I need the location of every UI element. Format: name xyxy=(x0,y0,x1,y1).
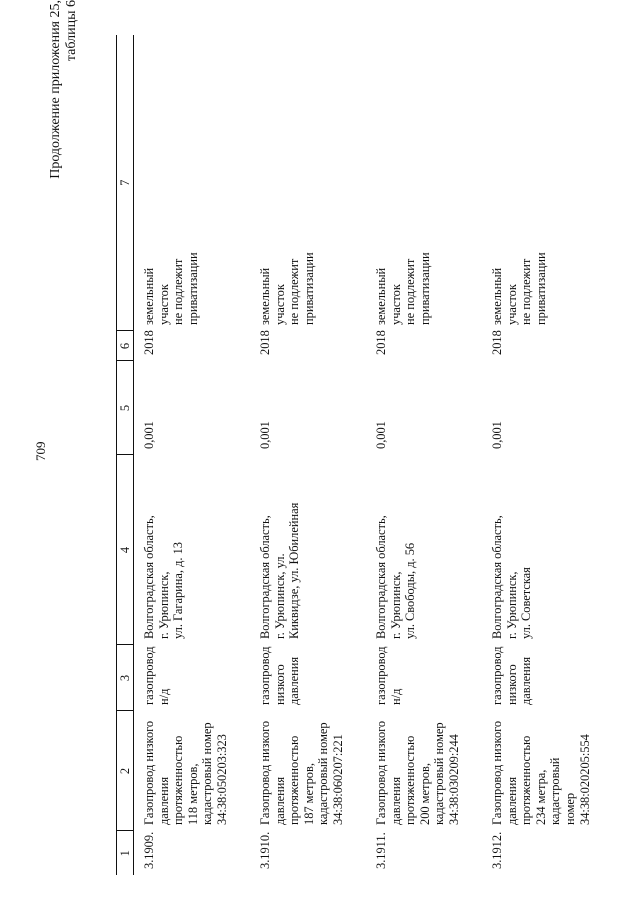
object-note: земельный участок не подлежит приватизации xyxy=(374,252,432,325)
object-type: газопровод н/д xyxy=(374,646,403,705)
object-address: Волгоградская область, г. Урюпинск, ул. Гагарина, д. 13 xyxy=(142,515,186,639)
column-number: 4 xyxy=(117,455,134,645)
object-note: земельный участок не подлежит приватизации xyxy=(258,252,316,325)
object-year: 2018 xyxy=(490,330,504,355)
object-type: газопровод низкого давления xyxy=(258,646,302,705)
row-number: 3.1912. xyxy=(490,831,504,869)
column-number-row xyxy=(117,35,134,875)
table-row xyxy=(134,35,253,875)
table-row xyxy=(368,35,484,875)
object-value: 0,001 xyxy=(374,421,388,449)
table-row xyxy=(252,35,368,875)
column-number: 3 xyxy=(117,645,134,711)
object-address: Волгоградская область, г. Урюпинск, ул. Свободы, д. 56 xyxy=(374,515,418,639)
continuation-caption xyxy=(48,0,80,300)
object-value: 0,001 xyxy=(258,421,272,449)
column-number: 5 xyxy=(117,361,134,455)
object-address: Волгоградская область, г. Урюпинск, ул. Советская xyxy=(490,515,534,639)
continuation-line-2: таблицы 6 xyxy=(64,0,79,62)
object-name: Газопровод низкого давления протяженностью 234 метра, кадастровый номер 34:38:020205:554 xyxy=(490,720,592,825)
continuation-line-1: Продолжение приложения 25, xyxy=(48,0,63,179)
column-number: 7 xyxy=(117,35,134,331)
table-row xyxy=(484,35,600,875)
object-value: 0,001 xyxy=(142,421,156,449)
object-year: 2018 xyxy=(374,330,388,355)
object-type: газопровод низкого давления xyxy=(490,646,534,705)
object-name: Газопровод низкого давления протяженностью 118 метров, кадастровый номер 34:38:050203:323 xyxy=(142,720,229,825)
object-value: 0,001 xyxy=(490,421,504,449)
object-note: земельный участок не подлежит приватизации xyxy=(490,252,548,325)
row-number: 3.1911. xyxy=(374,832,388,869)
object-name: Газопровод низкого давления протяженностью 200 метров, кадастровый номер 34:38:030209:244 xyxy=(374,720,461,825)
column-number: 6 xyxy=(117,331,134,361)
row-number: 3.1910. xyxy=(258,831,272,869)
object-type: газопровод н/д xyxy=(142,646,171,705)
row-number: 3.1909. xyxy=(142,831,156,869)
object-name: Газопровод низкого давления протяженностью 187 метров, кадастровый номер 34:38:060207:221 xyxy=(258,720,345,825)
object-address: Волгоградская область, г. Урюпинск, ул. Киквидзе, ул. Юбилейная xyxy=(258,502,302,639)
column-number: 2 xyxy=(117,711,134,831)
object-note: земельный участок не подлежит приватизации xyxy=(142,252,200,325)
object-year: 2018 xyxy=(258,330,272,355)
object-year: 2018 xyxy=(142,330,156,355)
property-register-table xyxy=(116,35,600,875)
column-number: 1 xyxy=(117,831,134,875)
page-number: 709 xyxy=(33,441,48,461)
